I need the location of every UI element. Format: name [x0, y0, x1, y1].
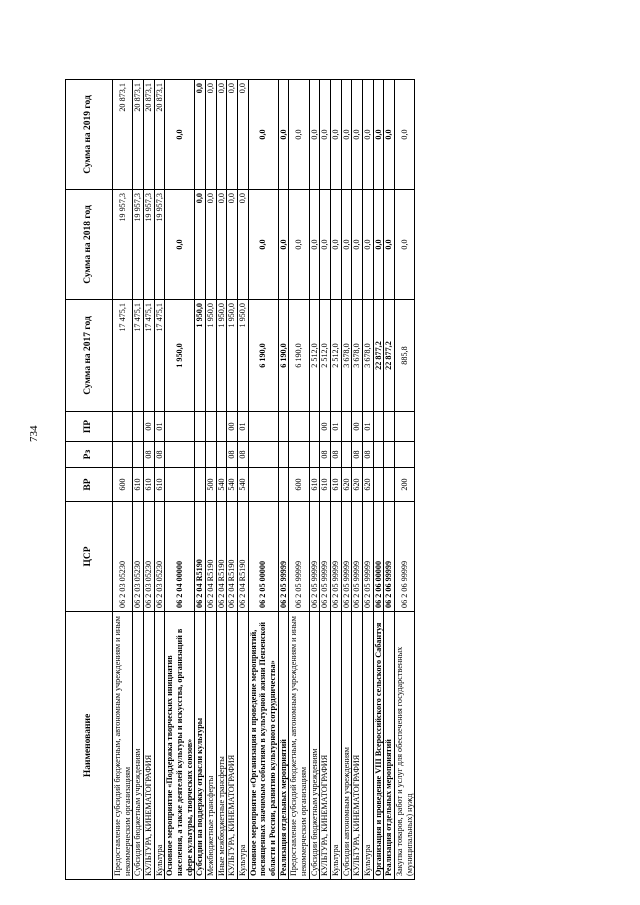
cell-pr: 01: [154, 412, 165, 442]
header-csr: ЦСР: [66, 502, 113, 612]
cell-vr: [165, 468, 195, 502]
cell-csr: 06 2 05 99999: [341, 502, 352, 612]
cell-sum-2018: 0,0: [320, 190, 331, 300]
budget-table: [65, 79, 415, 880]
cell-name: Культура: [154, 612, 165, 880]
cell-sum-2017: 17 475,1: [154, 300, 165, 412]
cell-rz: [248, 442, 278, 468]
cell-sum-2018: 0,0: [373, 190, 384, 300]
cell-sum-2018: 0,0: [352, 190, 363, 300]
cell-sum-2018: 0,0: [165, 190, 195, 300]
cell-sum-2017: 885,8: [395, 300, 415, 412]
table-row: [278, 80, 289, 880]
cell-rz: 08: [363, 442, 374, 468]
cell-sum-2019: 0,0: [352, 80, 363, 190]
cell-sum-2019: 0,0: [341, 80, 352, 190]
cell-rz: 08: [320, 442, 331, 468]
cell-pr: [165, 412, 195, 442]
cell-pr: [113, 412, 133, 442]
cell-rz: [206, 442, 217, 468]
cell-rz: [195, 442, 206, 468]
cell-vr: [248, 468, 278, 502]
cell-vr: 540: [227, 468, 238, 502]
cell-sum-2018: 0,0: [248, 190, 278, 300]
cell-csr: 06 2 04 R5190: [227, 502, 238, 612]
header-name: Наименование: [66, 612, 113, 880]
table-row: [320, 80, 331, 880]
cell-vr: 610: [309, 468, 320, 502]
cell-name: Реализация отдельных мероприятий: [384, 612, 395, 880]
table-row: [154, 80, 165, 880]
table-row: [331, 80, 342, 880]
cell-pr: [395, 412, 415, 442]
cell-sum-2017: 1 950,0: [216, 300, 227, 412]
cell-name: Реализация отдельных мероприятий: [278, 612, 289, 880]
cell-vr: [373, 468, 384, 502]
cell-vr: 600: [113, 468, 133, 502]
cell-name: Предоставление субсидий бюджетным, автономным учреждениям и иным некоммерческим организациям: [113, 612, 133, 880]
cell-sum-2019: 0,0: [227, 80, 238, 190]
cell-vr: 500: [206, 468, 217, 502]
cell-csr: 06 2 05 99999: [320, 502, 331, 612]
header-sum-2019: Сумма на 2019 год: [66, 80, 113, 190]
cell-vr: 610: [154, 468, 165, 502]
cell-vr: 610: [133, 468, 144, 502]
cell-pr: [206, 412, 217, 442]
cell-csr: 06 2 05 99999: [331, 502, 342, 612]
table-row: [395, 80, 415, 880]
cell-sum-2019: 0,0: [238, 80, 249, 190]
header-sum-2018: Сумма на 2018 год: [66, 190, 113, 300]
cell-sum-2019: 20 873,1: [144, 80, 155, 190]
cell-sum-2017: 17 475,1: [133, 300, 144, 412]
cell-sum-2019: 0,0: [289, 80, 309, 190]
cell-sum-2019: 0,0: [363, 80, 374, 190]
cell-sum-2017: 22 877,2: [384, 300, 395, 412]
cell-sum-2017: 17 475,1: [144, 300, 155, 412]
cell-pr: 01: [363, 412, 374, 442]
cell-sum-2019: 0,0: [373, 80, 384, 190]
cell-name: Субсидии бюджетным учреждениям: [133, 612, 144, 880]
cell-pr: [278, 412, 289, 442]
cell-name: Культура: [331, 612, 342, 880]
table-row: [227, 80, 238, 880]
cell-name: КУЛЬТУРА, КИНЕМАТОГРАФИЯ: [144, 612, 155, 880]
cell-sum-2018: 0,0: [289, 190, 309, 300]
cell-vr: [384, 468, 395, 502]
cell-rz: 08: [352, 442, 363, 468]
cell-csr: 06 2 05 99999: [309, 502, 320, 612]
header-rz: Рз: [66, 442, 113, 468]
cell-sum-2018: 0,0: [309, 190, 320, 300]
cell-sum-2018: 0,0: [195, 190, 206, 300]
cell-sum-2017: 22 877,2: [373, 300, 384, 412]
cell-pr: [373, 412, 384, 442]
cell-name: Основное мероприятие «Поддержка творческих инициатив населения, а также деятелей культуры и искусства, организаций в сфере культуры, творческих союзов»: [165, 612, 195, 880]
cell-name: Закупка товаров, работ и услуг для обеспечения государственных (муниципальных) нужд: [395, 612, 415, 880]
table-row: [248, 80, 278, 880]
table-row: [165, 80, 195, 880]
cell-rz: 08: [331, 442, 342, 468]
cell-pr: [216, 412, 227, 442]
cell-csr: 06 2 03 05230: [113, 502, 133, 612]
cell-rz: 08: [154, 442, 165, 468]
cell-sum-2019: 0,0: [278, 80, 289, 190]
cell-name: Основное мероприятие «Организация и проведение мероприятий, посвященных значимым событиям в культурной жизни Пензенской области и России, развитию культурного сотрудничества»: [248, 612, 278, 880]
cell-sum-2019: 20 873,1: [154, 80, 165, 190]
cell-pr: 00: [144, 412, 155, 442]
cell-rz: 08: [227, 442, 238, 468]
cell-sum-2019: 0,0: [248, 80, 278, 190]
cell-pr: [341, 412, 352, 442]
cell-csr: 06 2 04 R5190: [195, 502, 206, 612]
cell-sum-2018: 0,0: [341, 190, 352, 300]
cell-sum-2019: 20 873,1: [133, 80, 144, 190]
cell-vr: 620: [363, 468, 374, 502]
cell-vr: [278, 468, 289, 502]
cell-sum-2017: 1 950,0: [165, 300, 195, 412]
cell-sum-2017: 17 475,1: [113, 300, 133, 412]
cell-sum-2018: 19 957,3: [113, 190, 133, 300]
cell-sum-2017: 3 678,0: [341, 300, 352, 412]
cell-sum-2019: 20 873,1: [113, 80, 133, 190]
cell-csr: 06 2 04 R5190: [216, 502, 227, 612]
cell-pr: 01: [238, 412, 249, 442]
cell-pr: [248, 412, 278, 442]
cell-csr: 06 2 05 00000: [248, 502, 278, 612]
cell-csr: 06 2 03 05230: [133, 502, 144, 612]
cell-rz: [165, 442, 195, 468]
table-row: [289, 80, 309, 880]
cell-sum-2019: 0,0: [309, 80, 320, 190]
table-header-row: [66, 80, 113, 880]
cell-sum-2018: 19 957,3: [144, 190, 155, 300]
cell-vr: 610: [320, 468, 331, 502]
cell-sum-2019: 0,0: [384, 80, 395, 190]
cell-pr: [133, 412, 144, 442]
cell-csr: 06 2 04 00000: [165, 502, 195, 612]
cell-vr: 620: [352, 468, 363, 502]
cell-rz: [133, 442, 144, 468]
cell-name: Межбюджетные трансферты: [206, 612, 217, 880]
cell-name: Предоставление субсидий бюджетным, автономным учреждениям и иным некоммерческим организациям: [289, 612, 309, 880]
cell-vr: [195, 468, 206, 502]
cell-pr: 00: [320, 412, 331, 442]
table-row: [195, 80, 206, 880]
cell-sum-2018: 0,0: [238, 190, 249, 300]
cell-pr: 00: [227, 412, 238, 442]
cell-sum-2017: 2 512,0: [309, 300, 320, 412]
table-row: [113, 80, 133, 880]
cell-rz: 08: [238, 442, 249, 468]
cell-vr: 610: [144, 468, 155, 502]
cell-rz: 08: [144, 442, 155, 468]
cell-pr: 01: [331, 412, 342, 442]
cell-sum-2018: 19 957,3: [154, 190, 165, 300]
cell-sum-2017: 2 512,0: [320, 300, 331, 412]
cell-sum-2019: 0,0: [395, 80, 415, 190]
cell-csr: 06 2 05 99999: [278, 502, 289, 612]
cell-sum-2017: 1 950,0: [206, 300, 217, 412]
cell-name: КУЛЬТУРА, КИНЕМАТОГРАФИЯ: [227, 612, 238, 880]
cell-pr: [289, 412, 309, 442]
cell-csr: 06 2 05 99999: [363, 502, 374, 612]
cell-sum-2019: 0,0: [216, 80, 227, 190]
table-row: [352, 80, 363, 880]
cell-sum-2018: 0,0: [384, 190, 395, 300]
cell-rz: [341, 442, 352, 468]
cell-name: КУЛЬТУРА, КИНЕМАТОГРАФИЯ: [352, 612, 363, 880]
cell-rz: [373, 442, 384, 468]
table-row: [238, 80, 249, 880]
cell-vr: 540: [216, 468, 227, 502]
cell-rz: [113, 442, 133, 468]
table-row: [363, 80, 374, 880]
cell-name: Субсидии автономным учреждениям: [341, 612, 352, 880]
cell-sum-2018: 0,0: [363, 190, 374, 300]
cell-sum-2017: 1 950,0: [227, 300, 238, 412]
cell-sum-2019: 0,0: [320, 80, 331, 190]
table-row: [216, 80, 227, 880]
cell-rz: [309, 442, 320, 468]
cell-csr: 06 2 03 05230: [154, 502, 165, 612]
cell-sum-2019: 0,0: [165, 80, 195, 190]
cell-name: Субсидии на поддержку отрасли культуры: [195, 612, 206, 880]
table-row: [373, 80, 384, 880]
cell-name: Организация и проведение VIII Всероссийского сельского Сабантуя: [373, 612, 384, 880]
budget-table-container: [65, 80, 415, 880]
table-row: [341, 80, 352, 880]
cell-csr: 06 2 05 99999: [289, 502, 309, 612]
cell-sum-2018: 0,0: [227, 190, 238, 300]
cell-sum-2018: 0,0: [395, 190, 415, 300]
header-vr: ВР: [66, 468, 113, 502]
cell-sum-2017: 3 678,0: [363, 300, 374, 412]
cell-sum-2018: 0,0: [278, 190, 289, 300]
cell-name: Субсидии бюджетным учреждениям: [309, 612, 320, 880]
cell-sum-2017: 6 190,0: [248, 300, 278, 412]
cell-sum-2018: 0,0: [216, 190, 227, 300]
cell-rz: [278, 442, 289, 468]
cell-csr: 06 2 05 99999: [352, 502, 363, 612]
cell-vr: 200: [395, 468, 415, 502]
table-row: [133, 80, 144, 880]
cell-name: Культура: [363, 612, 374, 880]
cell-sum-2019: 0,0: [206, 80, 217, 190]
cell-rz: [384, 442, 395, 468]
table-row: [206, 80, 217, 880]
cell-name: КУЛЬТУРА, КИНЕМАТОГРАФИЯ: [320, 612, 331, 880]
cell-sum-2019: 0,0: [195, 80, 206, 190]
cell-name: Иные межбюджетные трансферты: [216, 612, 227, 880]
page-number: 734: [28, 425, 40, 442]
cell-name: Культура: [238, 612, 249, 880]
table-row: [384, 80, 395, 880]
cell-csr: 06 2 03 05230: [144, 502, 155, 612]
cell-vr: 620: [341, 468, 352, 502]
cell-csr: 06 2 06 00000: [373, 502, 384, 612]
cell-sum-2017: 1 950,0: [238, 300, 249, 412]
cell-sum-2017: 2 512,0: [331, 300, 342, 412]
cell-csr: 06 2 06 99999: [395, 502, 415, 612]
cell-sum-2017: 6 190,0: [278, 300, 289, 412]
cell-pr: [195, 412, 206, 442]
cell-pr: 00: [352, 412, 363, 442]
cell-csr: 06 2 04 R5190: [206, 502, 217, 612]
cell-sum-2019: 0,0: [331, 80, 342, 190]
cell-csr: 06 2 06 99999: [384, 502, 395, 612]
cell-rz: [216, 442, 227, 468]
cell-sum-2017: 3 678,0: [352, 300, 363, 412]
cell-pr: [384, 412, 395, 442]
cell-rz: [395, 442, 415, 468]
cell-csr: 06 2 04 R5190: [238, 502, 249, 612]
table-row: [309, 80, 320, 880]
cell-sum-2018: 0,0: [331, 190, 342, 300]
cell-pr: [309, 412, 320, 442]
cell-sum-2018: 19 957,3: [133, 190, 144, 300]
cell-sum-2017: 6 190,0: [289, 300, 309, 412]
cell-rz: [289, 442, 309, 468]
cell-sum-2018: 0,0: [206, 190, 217, 300]
header-pr: ПР: [66, 412, 113, 442]
cell-vr: 610: [331, 468, 342, 502]
cell-vr: 600: [289, 468, 309, 502]
table-row: [144, 80, 155, 880]
cell-vr: 540: [238, 468, 249, 502]
cell-sum-2017: 1 950,0: [195, 300, 206, 412]
header-sum-2017: Сумма на 2017 год: [66, 300, 113, 412]
